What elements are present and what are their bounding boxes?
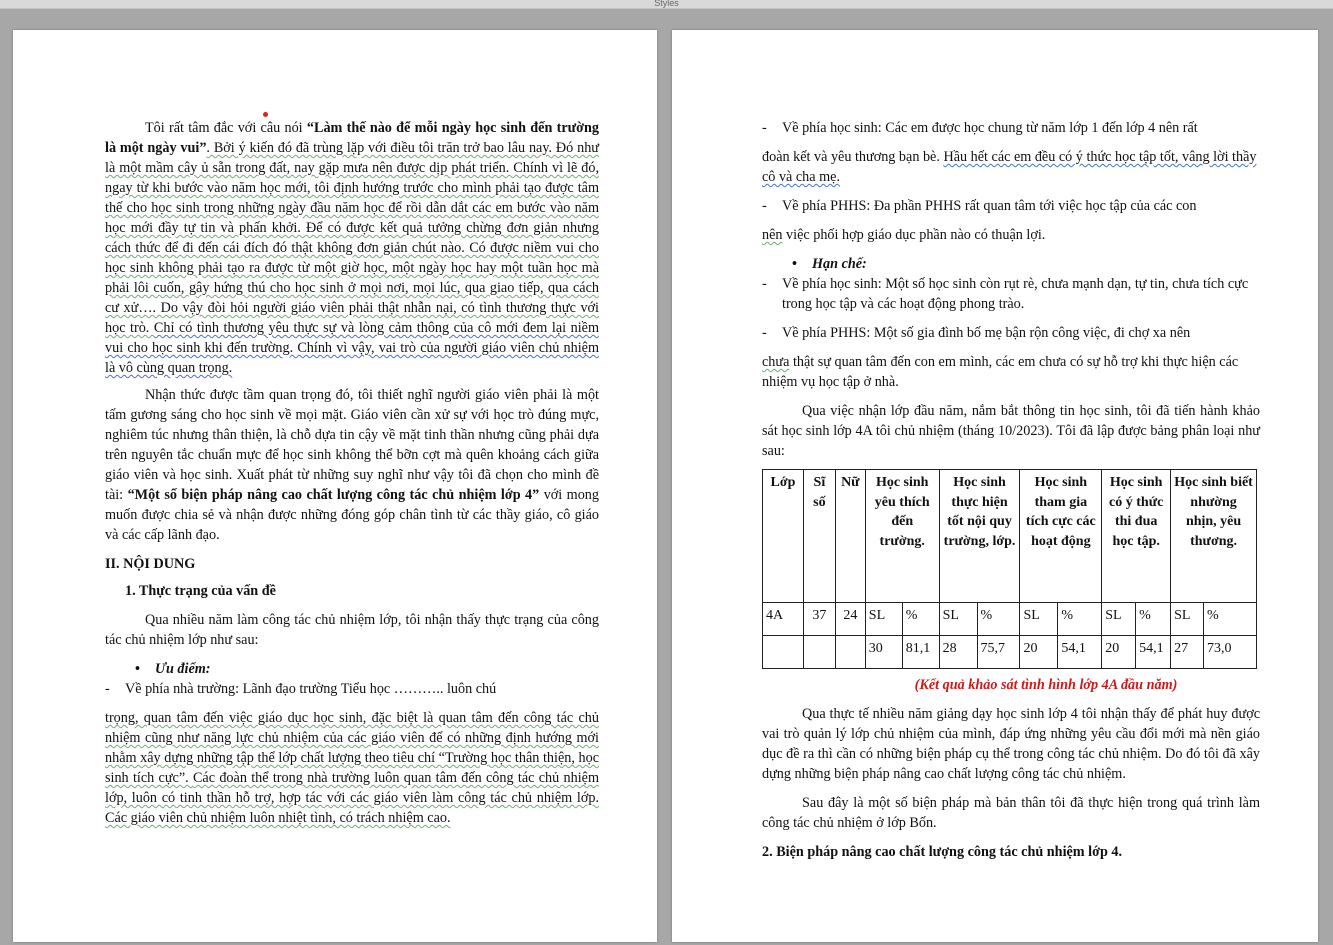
limit-parents-text: Về phía PHHS: Một số gia đình bố mẹ bận rộn công việc, đi chợ xa nên — [782, 325, 1191, 341]
dash-marker: - — [105, 681, 110, 697]
students-text-b2: Hầu hết các em đều có ý thức học tập tốt, vâng lời thầy cô và cha mẹ. — [762, 149, 1257, 185]
header-total: Sĩ số — [803, 470, 835, 603]
cell-sl-value: 27 — [1171, 636, 1204, 669]
measures-heading: 2. Biện pháp nâng cao chất lượng công tác chủ nhiệm lớp 4. — [762, 844, 1123, 860]
bullet-dot-icon: • — [792, 256, 797, 272]
sub-heading: 1. Thực trạng của vấn đề — [125, 583, 276, 599]
limit-students-text: Về phía học sinh: Một số học sinh còn rụt rè, chưa mạnh dạn, tự tin, chưa tích cực trong học tập và các hoạt động phong trào. — [782, 276, 1249, 312]
section-heading: II. NỘI DUNG — [105, 556, 196, 572]
cell-pct-label: % — [902, 603, 939, 636]
header-class: Lớp — [763, 470, 804, 603]
school-paragraph-text: trọng, quan tâm đến việc giáo dục học sinh, đặc biệt là quan tâm đến công tác chủ nhiệm cũng như năng lực chủ nhiệm của các giáo viên để có những định hướng mới nhằm xây dựng những tập thể lớp chất lượng theo tiêu chí “Trường học thân thiện, học sinh tích cực”. — [105, 710, 599, 786]
parents-text-b2: việc phối hợp giáo dục phần nào có thuận lợi. — [782, 227, 1046, 243]
intro-paragraph — [105, 118, 599, 378]
students-text-b1: đoàn kết và yêu thương bạn bè. — [762, 149, 944, 165]
header-follow-rules: Học sinh thực hiện tốt nội quy trường, lớp. — [939, 470, 1020, 603]
parents-continuation — [762, 225, 1260, 245]
cell-pct-label: % — [977, 603, 1020, 636]
school-item-text: Về phía nhà trường: Lãnh đạo trường Tiểu học ……….. luôn chú — [125, 681, 497, 697]
students-continuation — [762, 147, 1260, 187]
bullet-strengths-label: Ưu điểm: — [155, 661, 211, 677]
cell-pct-label: % — [1204, 603, 1257, 636]
intro-quote: “Làm thế nào để mỗi ngày học sinh đến trường là một ngày vui” — [105, 120, 599, 156]
intro-text-continued: . Bởi ý kiến đó đã trùng lặp với điều tôi trăn trở bao lâu nay. Đó như là một mầm cây ủ sẵn trong đất, nay gặp mưa nên được dịp phát triển. Chính vì lẽ đó, ngay từ khi bước vào năm học mới, tôi định hướng trước cho mình phải tạo được tâm thế cho học sinh trong những ngày đầu năm học để rồi dẫn dắt các em bước vào năm học mới đầy tự tin và phấn khởi. Để có được kết quả tưởng chừng đơn giản nhưng cách thức để đi đến cái đích đó thật không đơn giản chút nào. Có được niềm vui cho học sinh không phải tạo ra được từ một giờ học, một ngày học hay một tuần học mà phải lôi cuốn, gây hứng thú cho học sinh ở mọi nơi, mọi lúc, qua giao tiếp, qua cách cư xử…. Do vậy đòi hỏi người giáo viên phải thật nhẫn nại, có tình thương thực với học trò. — [105, 140, 599, 336]
cell-sl-label: SL — [939, 603, 977, 636]
dash-marker: - — [762, 198, 767, 214]
dash-marker: - — [762, 120, 767, 136]
page-right-content — [762, 118, 1260, 862]
topic-title: “Một số biện pháp nâng cao chất lượng công tác chủ nhiệm lớp 4” — [127, 487, 540, 503]
cell-empty — [763, 636, 804, 669]
limit-parents-b2: thật sự quan tâm đến con em mình, các em chưa có sự hỗ trợ khi thực hiện các nhiệm vụ học tập ở nhà. — [762, 354, 1239, 390]
cell-sl-value: 20 — [1020, 636, 1058, 669]
document-page-left[interactable] — [13, 30, 657, 942]
bullet-limits-label: Hạn chế: — [812, 256, 867, 272]
dash-marker: - — [762, 276, 767, 292]
cell-sl-value: 28 — [939, 636, 977, 669]
cell-sl-value: 30 — [865, 636, 902, 669]
cell-sl-value: 20 — [1102, 636, 1136, 669]
table-row — [763, 636, 1257, 669]
document-page-right[interactable] — [672, 30, 1318, 942]
cell-pct-value: 54,1 — [1058, 636, 1102, 669]
conclusion-paragraph: Qua thực tế nhiều năm giảng dạy học sinh lớp 4 tôi nhận thấy để phát huy được vai trò quản lý lớp chủ nhiệm của mình, đáp ứng những yêu cầu đổi mới mà nền giáo dục đề ra thì cần có những biện pháp cụ thể trong công tác chủ nhiệm. Do đó tôi đã xây dựng những biện pháp nâng cao chất lượng công tác chủ nhiệm. — [762, 706, 1260, 782]
parents-item-text: Về phía PHHS: Đa phần PHHS rất quan tâm tới việc học tập của các con — [782, 198, 1197, 214]
cell-sl-label: SL — [1020, 603, 1058, 636]
bullet-strengths — [105, 659, 599, 679]
school-paragraph — [105, 708, 599, 828]
cell-pct-value: 54,1 — [1136, 636, 1171, 669]
cell-empty — [803, 636, 835, 669]
next-paragraph: Sau đây là một số biện pháp mà bản thân tôi đã thực hiện trong quá trình làm công tác chủ nhiệm ở lớp Bốn. — [762, 795, 1260, 831]
intro-text-emphasis: Chỉ có tình thương yêu thực sự và lòng cảm thông của cô mới đem lại niềm vui cho học sinh khi đến trường. Chính vì vậy, vai trò của người giáo viên chủ nhiệm là vô cùng quan trọng. — [105, 320, 599, 376]
cell-sl-label: SL — [865, 603, 902, 636]
cell-pct-value: 81,1 — [902, 636, 939, 669]
limit-parents-item — [762, 323, 1260, 343]
cell-pct-label: % — [1136, 603, 1171, 636]
table-row — [763, 603, 1257, 636]
header-active: Học sinh tham gia tích cực các hoạt động — [1020, 470, 1102, 603]
cell-empty — [835, 636, 865, 669]
cell-class: 4A — [763, 603, 804, 636]
window-title: Styles — [0, 0, 1333, 9]
table-caption: (Kết quả khảo sát tình hình lớp 4A đầu năm) — [914, 677, 1178, 693]
survey-table — [762, 469, 1257, 669]
school-item — [105, 679, 599, 699]
bullet-dot-icon: • — [135, 661, 140, 677]
students-item — [762, 118, 1260, 138]
cell-pct-value: 75,7 — [977, 636, 1020, 669]
cell-total: 37 — [803, 603, 835, 636]
survey-intro-paragraph: Qua việc nhận lớp đầu năm, nắm bắt thông tin học sinh, tôi đã tiến hành khảo sát học sinh lớp 4A tôi chủ nhiệm (tháng 10/2023). Tôi đã lập được bảng phân loại như sau: — [762, 403, 1260, 459]
header-female: Nữ — [835, 470, 865, 603]
parents-text-b1: nên — [762, 227, 783, 243]
intro-text: Tôi rất tâm đắc với câu nói — [145, 120, 307, 136]
page-left-content — [105, 118, 599, 828]
cell-sl-label: SL — [1102, 603, 1136, 636]
cell-pct-label: % — [1058, 603, 1102, 636]
table-header-row — [763, 470, 1257, 603]
cell-pct-value: 73,0 — [1204, 636, 1257, 669]
cell-sl-label: SL — [1171, 603, 1204, 636]
cell-female: 24 — [835, 603, 865, 636]
header-caring: Học sinh biết nhường nhịn, yêu thương. — [1171, 470, 1257, 603]
limit-students-item — [762, 274, 1260, 314]
red-dot-marker — [263, 112, 268, 117]
limit-parents-b1: chưa — [762, 354, 790, 370]
situation-paragraph: Qua nhiều năm làm công tác chủ nhiệm lớp, tôi nhận thấy thực trạng của công tác chủ nhiệm lớp như sau: — [105, 612, 599, 648]
awareness-paragraph — [105, 385, 599, 545]
school-paragraph-text-2: Các đoàn thể trong nhà trường luôn quan tâm đến công tác chủ nhiệm lớp, luôn có tinh thần hỗ trợ, hợp tác với các giáo viên làm công tác chủ nhiệm lớp. Các giáo viên chủ nhiệm luôn nhiệt tình, có trách nhiệm cao. — [105, 770, 599, 826]
dash-marker: - — [762, 325, 767, 341]
bullet-limits — [762, 254, 1260, 274]
limit-parents-continuation — [762, 352, 1260, 392]
awareness-text-end: với mong muốn được chia sẻ và nhận được những đóng góp chân tình từ các thầy giáo, cô giáo và các cấp lãnh đạo. — [105, 487, 599, 543]
students-item-text: Về phía học sinh: Các em được học chung từ năm lớp 1 đến lớp 4 nên rất — [782, 120, 1198, 136]
parents-item — [762, 196, 1260, 216]
header-like-school: Học sinh yêu thích đến trường. — [865, 470, 939, 603]
header-emulation: Học sinh có ý thức thi đua học tập. — [1102, 470, 1171, 603]
awareness-text: Nhận thức được tầm quan trọng đó, tôi thiết nghĩ người giáo viên phải là một tấm gương sáng cho học sinh về mọi mặt. Giáo viên cần xử sự với học trò đúng mực, nghiêm túc nhưng thân thiện, là chỗ dựa tin cậy về mặt tinh thần nhưng cũng phải dựa trên nguyên tắc chuẩn mực để học sinh không thể bỡn cợt mà quên khoảng cách giữa giáo viên và học sinh. Xuất phát từ những suy nghĩ như vậy tôi đã chọn cho mình đề tài: — [105, 387, 599, 503]
